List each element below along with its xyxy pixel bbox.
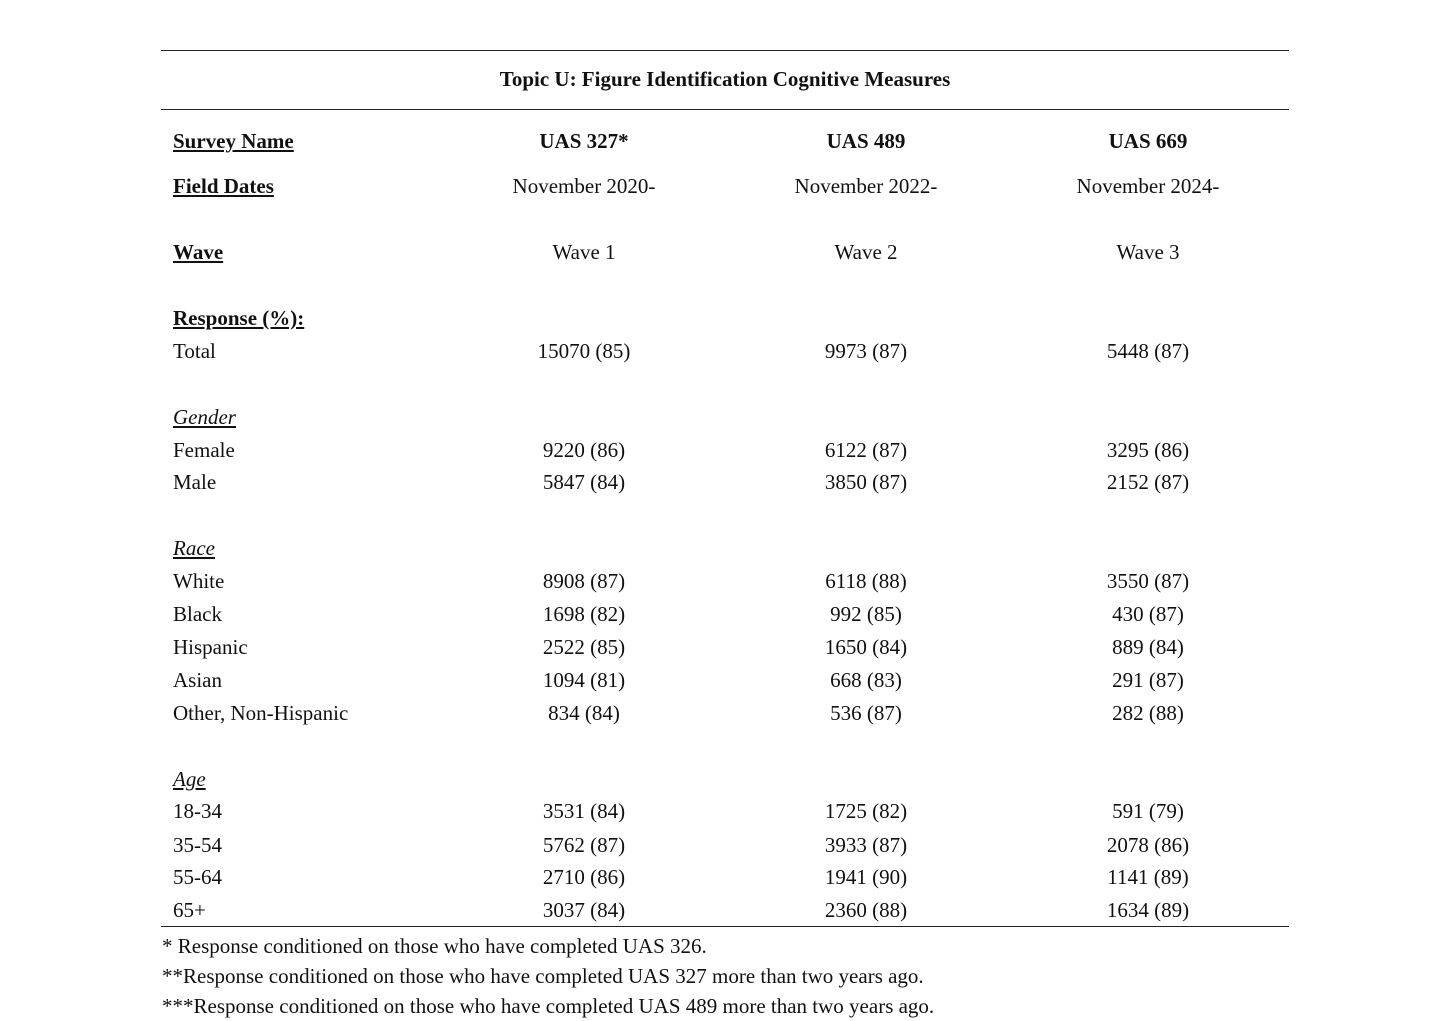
cell: 591 (79) <box>1112 799 1184 823</box>
cell: 3531 (84) <box>542 799 626 823</box>
cell: 3037 (84) <box>542 898 626 922</box>
cell: 9220 (86) <box>542 438 626 462</box>
cell: 5847 (84) <box>542 470 626 494</box>
bottom-rule <box>161 926 1289 927</box>
wave-cell: Wave 3 <box>1116 240 1180 264</box>
field-dates-cell: November 2020- <box>512 174 656 198</box>
cell: 430 (87) <box>1112 602 1184 626</box>
cell: 3550 (87) <box>1106 569 1190 593</box>
cell: 8908 (87) <box>542 569 626 593</box>
cell: 668 (83) <box>830 668 902 692</box>
cell: 1141 (89) <box>1107 865 1189 889</box>
cell: 9973 (87) <box>824 339 908 363</box>
cell: 3850 (87) <box>824 470 908 494</box>
survey-name-label: Survey Name <box>173 129 294 153</box>
gender-label: Gender <box>173 405 236 429</box>
age-heading-row <box>173 764 1289 794</box>
table-row <box>173 796 1289 826</box>
top-rule <box>161 50 1289 51</box>
cell: 2152 (87) <box>1106 470 1190 494</box>
footnote: * Response conditioned on those who have completed UAS 326. <box>162 934 707 958</box>
table-row <box>173 895 1289 925</box>
race-label: Race <box>173 536 215 560</box>
response-heading-row <box>173 303 1289 333</box>
cell: 1634 (89) <box>1106 898 1190 922</box>
cell: 282 (88) <box>1112 701 1184 725</box>
response-label: Response (%): <box>173 306 305 330</box>
cell: 6118 (88) <box>825 569 907 593</box>
row-label: 55-64 <box>173 865 222 889</box>
wave-label: Wave <box>173 240 224 264</box>
row-label: 65+ <box>173 898 206 922</box>
field-dates-cell: November 2022- <box>794 174 938 198</box>
cell: 1094 (81) <box>542 668 626 692</box>
table-row <box>173 698 1289 728</box>
wave-cell: Wave 2 <box>834 240 898 264</box>
survey-name-cell: UAS 327* <box>539 129 629 153</box>
gender-heading-row <box>173 402 1289 432</box>
row-label: 35-54 <box>173 833 222 857</box>
cell: 1698 (82) <box>542 602 626 626</box>
cell: 2710 (86) <box>542 865 626 889</box>
table-row <box>173 336 1289 366</box>
table-row <box>173 830 1289 860</box>
survey-name-row <box>173 126 1289 156</box>
row-label: Black <box>173 602 222 626</box>
cell: 2522 (85) <box>542 635 626 659</box>
table-title: Topic U: Figure Identification Cognitive Measures <box>499 67 951 91</box>
survey-name-cell: UAS 669 <box>1108 129 1188 153</box>
cell: 5448 (87) <box>1106 339 1190 363</box>
cell: 1725 (82) <box>824 799 908 823</box>
footnote: **Response conditioned on those who have completed UAS 327 more than two years ago. <box>162 964 924 988</box>
cell: 6122 (87) <box>824 438 908 462</box>
table-row <box>173 467 1289 497</box>
cell: 834 (84) <box>548 701 620 725</box>
row-label: Other, Non-Hispanic <box>173 701 349 725</box>
row-label: 18-34 <box>173 799 222 823</box>
row-label: Hispanic <box>173 635 248 659</box>
row-label: White <box>173 569 225 593</box>
cell: 1941 (90) <box>824 865 908 889</box>
cell: 3933 (87) <box>824 833 908 857</box>
field-dates-row <box>173 171 1289 201</box>
cell: 2360 (88) <box>824 898 908 922</box>
age-label: Age <box>173 767 206 791</box>
footnote: ***Response conditioned on those who have completed UAS 489 more than two years ago. <box>162 994 935 1018</box>
cell: 889 (84) <box>1112 635 1184 659</box>
survey-name-cell: UAS 489 <box>826 129 906 153</box>
row-label: Total <box>173 339 216 363</box>
cell: 5762 (87) <box>542 833 626 857</box>
table-row <box>173 632 1289 662</box>
cell: 2078 (86) <box>1106 833 1190 857</box>
table-row <box>173 566 1289 596</box>
table-row <box>173 435 1289 465</box>
wave-cell: Wave 1 <box>552 240 616 264</box>
cell: 536 (87) <box>830 701 902 725</box>
row-label: Female <box>173 438 235 462</box>
wave-row <box>173 237 1289 267</box>
cell: 3295 (86) <box>1106 438 1190 462</box>
row-label: Male <box>173 470 217 494</box>
table-row <box>173 599 1289 629</box>
title-rule <box>161 109 1289 110</box>
cell: 1650 (84) <box>824 635 908 659</box>
table-row <box>173 862 1289 892</box>
row-label: Asian <box>173 668 222 692</box>
table-row <box>173 665 1289 695</box>
cell: 291 (87) <box>1112 668 1184 692</box>
field-dates-cell: November 2024- <box>1076 174 1220 198</box>
race-heading-row <box>173 533 1289 563</box>
cell: 992 (85) <box>830 602 902 626</box>
field-dates-label: Field Dates <box>173 174 274 198</box>
cell: 15070 (85) <box>537 339 631 363</box>
